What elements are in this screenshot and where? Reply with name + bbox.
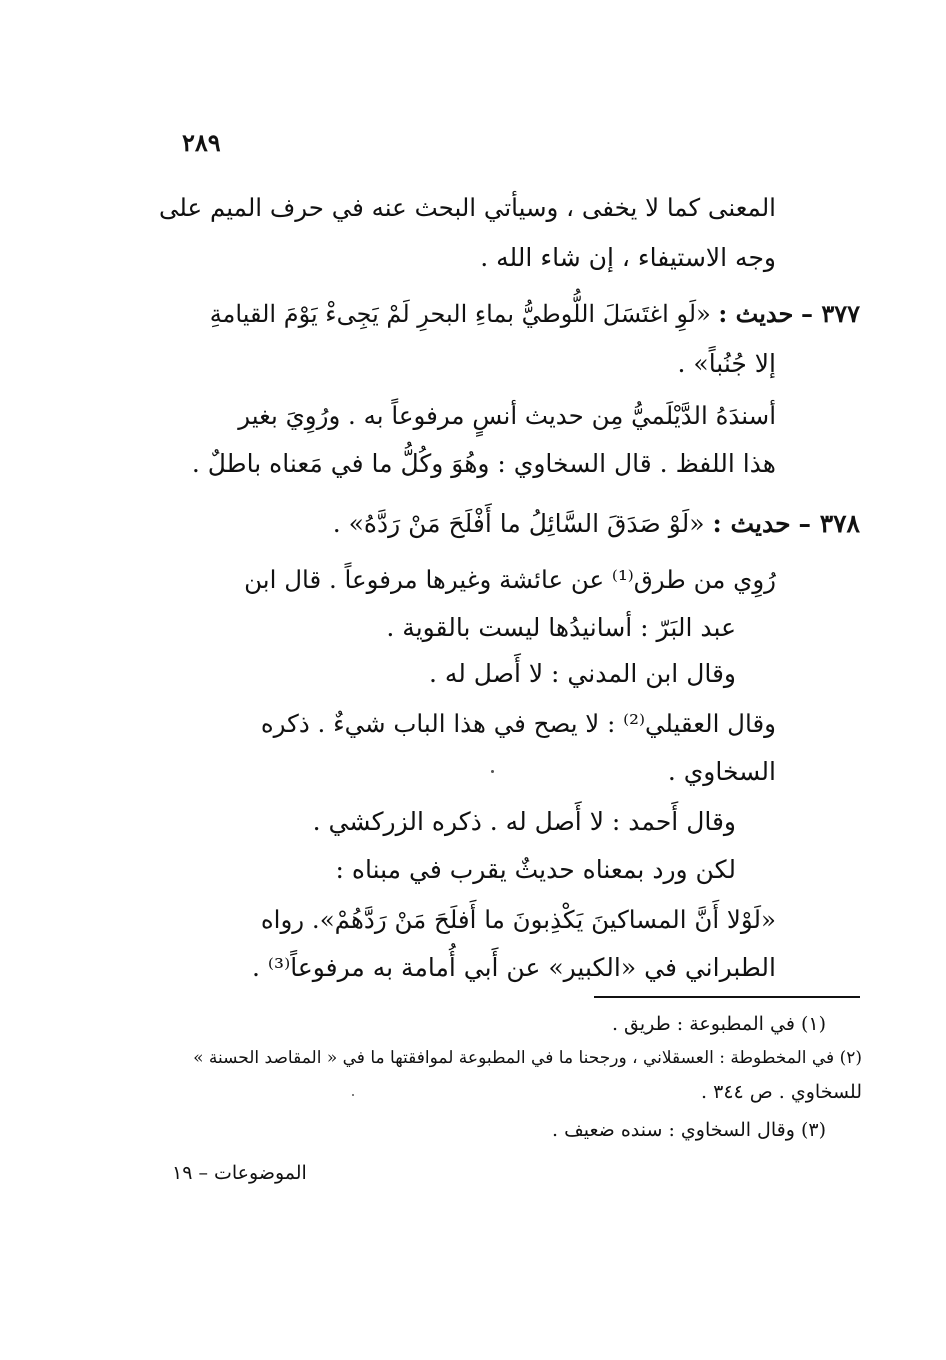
hadith-377-label: حديث : [718,299,794,328]
text-line-15: «لَوْلا أَنَّ المساكينَ يَكْذِبونَ ما أَفلَحَ مَنْ رَدَّهُمْ». رواه [260,905,776,934]
page-number: ٢٨٩ [182,128,221,157]
text-line-16: الطبراني في «الكبير» عن أَبي أُمامة به مرفوعاً⁽³⁾ . [251,953,776,982]
text-line-6: هذا اللفظ . قال السخاوي : وهُوَ وكُلُّ ما في مَعناه باطلٌ . [191,449,776,478]
text-line-8: رُوِي من طرق⁽¹⁾ عن عائشة وغيرها مرفوعاً . قال ابن [244,565,776,594]
text-line-14: لكن ورد بمعناه حديثٌ يقرب في مبناه : [335,855,736,884]
print-speck [491,770,494,773]
hadith-378-label: حديث : [712,509,791,538]
text-line-12: السخاوي . [667,757,776,786]
text-line-10: وقال ابن المدني : لا أَصل له . [428,659,736,688]
footnote-separator [594,996,860,998]
text-line-2: وجه الاستيفاء ، إن شاء الله . [480,243,776,272]
text-line-4: إلا جُنُباً» . [677,349,776,378]
text-line-13: وقال أَحمد : لا أَصل له . ذكره الزركشي . [312,807,736,836]
footnote-3: (٣) وقال السخاوي : سنده ضعيف . [552,1119,826,1141]
text-line-11: وقال العقيلي⁽²⁾ : لا يصح في هذا الباب شيءٌ . ذكره [260,709,776,738]
footnote-1: (١) في المطبوعة : طريق . [611,1013,826,1035]
print-speck [352,1094,354,1096]
hadith-377-text: «لَوِ اغتَسَلَ اللُّوطيُّ بماءِ البحرِ لَمْ يَجِىءْ يَوْمَ القيامةِ [209,300,711,328]
hadith-377-heading [210,296,860,332]
hadith-378-text: «لَوْ صَدَقَ السَّائِلُ ما أَفْلَحَ مَنْ رَدَّهُ» . [332,509,705,538]
hadith-377-number: ٣٧٧ – [800,299,860,328]
text-line-1: المعنى كما لا يخفى ، وسيأتي البحث عنه في حرف الميم على [159,193,776,222]
text-line-9: عبد البَرّ : أسانيدُها ليست بالقوية . [386,613,736,642]
text-line-5: أسندَهُ الدَّيْلَميُّ مِن حديث أنسٍ مرفوعاً به . ورُوِيَ بغير [238,401,776,430]
footnote-2-continued: للسخاوي . ص ٣٤٤ . [701,1081,862,1103]
hadith-378-heading [333,506,860,542]
signature-footer: الموضوعات – ١٩ [172,1162,307,1184]
footnote-2: (٢) في المخطوطة : العسقلاني ، ورجحنا ما في المطبوعة لموافقتها ما في « المقاصد الحسنة » [193,1048,862,1068]
hadith-378-number: ٣٧٨ – [798,509,860,538]
